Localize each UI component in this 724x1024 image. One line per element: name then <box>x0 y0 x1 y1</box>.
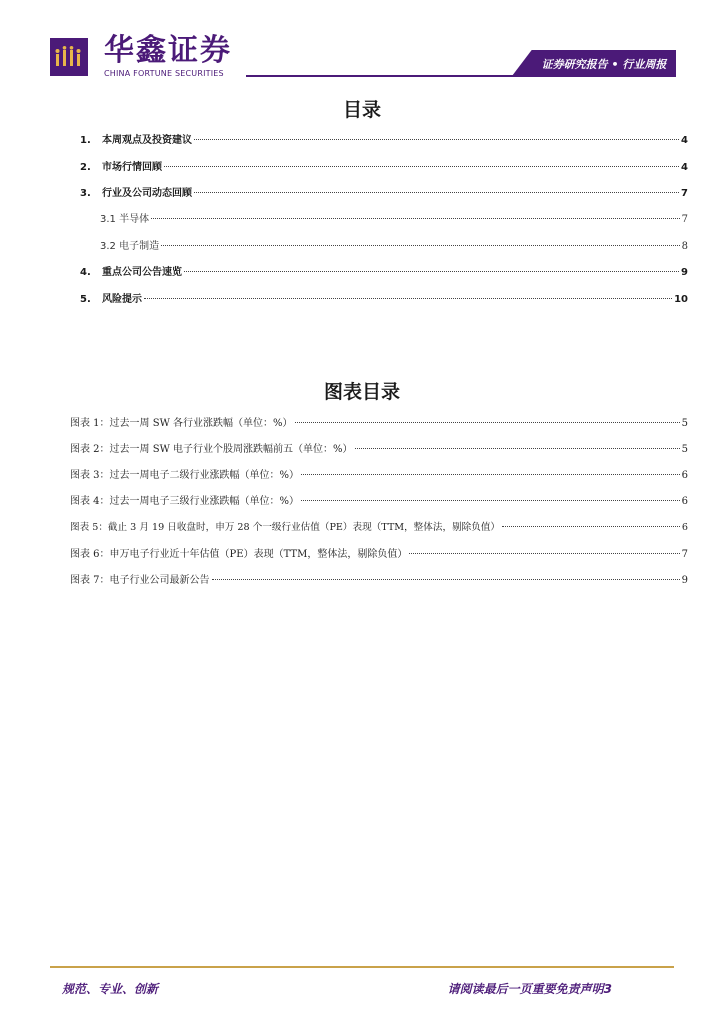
footer-divider <box>50 966 674 968</box>
footer-motto: 规范、专业、创新 <box>62 982 159 996</box>
figure-item[interactable]: 图表 4：过去一周电子三级行业涨跌幅（单位：%） 6 <box>70 496 688 507</box>
figure-item[interactable]: 图表 2：过去一周 SW 电子行业个股周涨跌幅前五（单位：%） 5 <box>70 444 688 455</box>
toc-title: 目录 <box>342 99 381 121</box>
figure-item[interactable]: 图表 1：过去一周 SW 各行业涨跌幅（单位：%） 5 <box>70 418 688 429</box>
toc-item[interactable]: 1. 本周观点及投资建议 4 <box>80 135 688 146</box>
toc-item[interactable]: 4. 重点公司公告速览 9 <box>80 267 688 278</box>
toc-item[interactable]: 3. 行业及公司动态回顾 7 <box>80 188 688 199</box>
footer-disclaimer: 请阅读最后一页重要免责声明3 <box>447 982 612 996</box>
toc-subitem[interactable]: 3.2 电子制造 8 <box>100 241 688 252</box>
figure-item[interactable]: 图表 6：申万电子行业近十年估值（PE）表现（TTM，整体法，剔除负值） 7 <box>70 549 688 560</box>
company-logo-icon <box>50 38 88 76</box>
page-number: 3 <box>603 982 612 996</box>
figure-item[interactable]: 图表 3：过去一周电子二级行业涨跌幅（单位：%） 6 <box>70 470 688 481</box>
figure-item[interactable]: 图表 7：电子行业公司最新公告 9 <box>70 575 688 586</box>
toc-item[interactable]: 5. 风险提示 10 <box>80 294 688 305</box>
report-type-label: 证券研究报告 • 行业周报 <box>541 58 667 71</box>
toc-subitem[interactable]: 3.1 半导体 7 <box>100 214 688 225</box>
toc-item[interactable]: 2. 市场行情回顾 4 <box>80 162 688 173</box>
figure-item[interactable]: 图表 5：截止 3 月 19 日收盘时，申万 28 个一级行业估值（PE）表现（TTM，整体法，剔除负值） 6 <box>70 522 688 533</box>
company-name-cn: 华鑫证券 <box>104 33 232 68</box>
figures-toc-title: 图表目录 <box>323 381 400 403</box>
company-name-en: CHINA FORTUNE SECURITIES <box>104 69 224 78</box>
